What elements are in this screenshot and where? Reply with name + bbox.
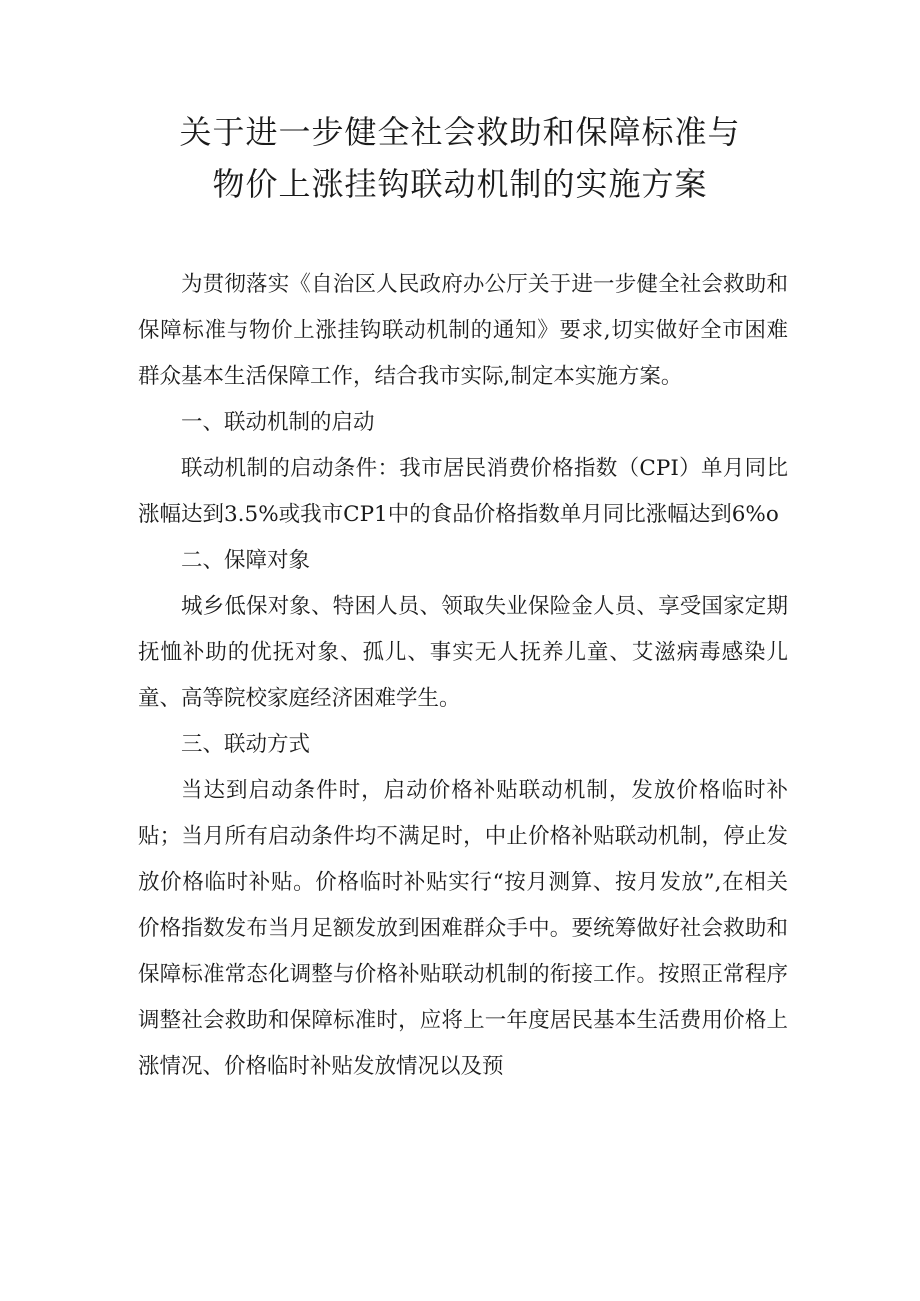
section-heading-2: 二、保障对象	[181, 548, 311, 573]
intro-paragraph: 为贯彻落实《自治区人民政府办公厅关于进一步健全社会救助和保障标准与物价上涨挂钩联动机制的通知》要求,切实做好全市困难群众基本生活保障工作，结合我市实际,制定本实施方案。	[138, 272, 788, 389]
document-title-line-2: 物价上涨挂钩联动机制的实施方案	[212, 165, 708, 203]
section-heading-3: 三、联动方式	[181, 732, 311, 757]
section-heading-1: 一、联动机制的启动	[181, 410, 375, 435]
section-2-paragraph: 城乡低保对象、特困人员、领取失业保险金人员、享受国家定期抚恤补助的优抚对象、孤儿、事实无人抚养儿童、艾滋病毒感染儿童、高等院校家庭经济困难学生。	[138, 594, 788, 711]
section-1-paragraph: 联动机制的启动条件：我市居民消费价格指数（CPI）单月同比涨幅达到3.5%或我市CP1中的食品价格指数单月同比涨幅达到6%o	[138, 456, 788, 527]
document-body	[138, 262, 788, 1090]
section-3-paragraph: 当达到启动条件时，启动价格补贴联动机制，发放价格临时补贴；当月所有启动条件均不满足时，中止价格补贴联动机制，停止发放价格临时补贴。价格临时补贴实行“按月测算、按月发放”,在相关价格指数发布当月足额发放到困难群众手中。要统筹做好社会救助和保障标准常态化调整与价格补贴联动机制的衔接工作。按照正常程序调整社会救助和保障标准时，应将上一年度居民基本生活费用价格上涨情况、价格临时补贴发放情况以及预	[138, 778, 788, 1079]
document-title-line-1: 关于进一步健全社会救助和保障标准与	[179, 113, 741, 151]
